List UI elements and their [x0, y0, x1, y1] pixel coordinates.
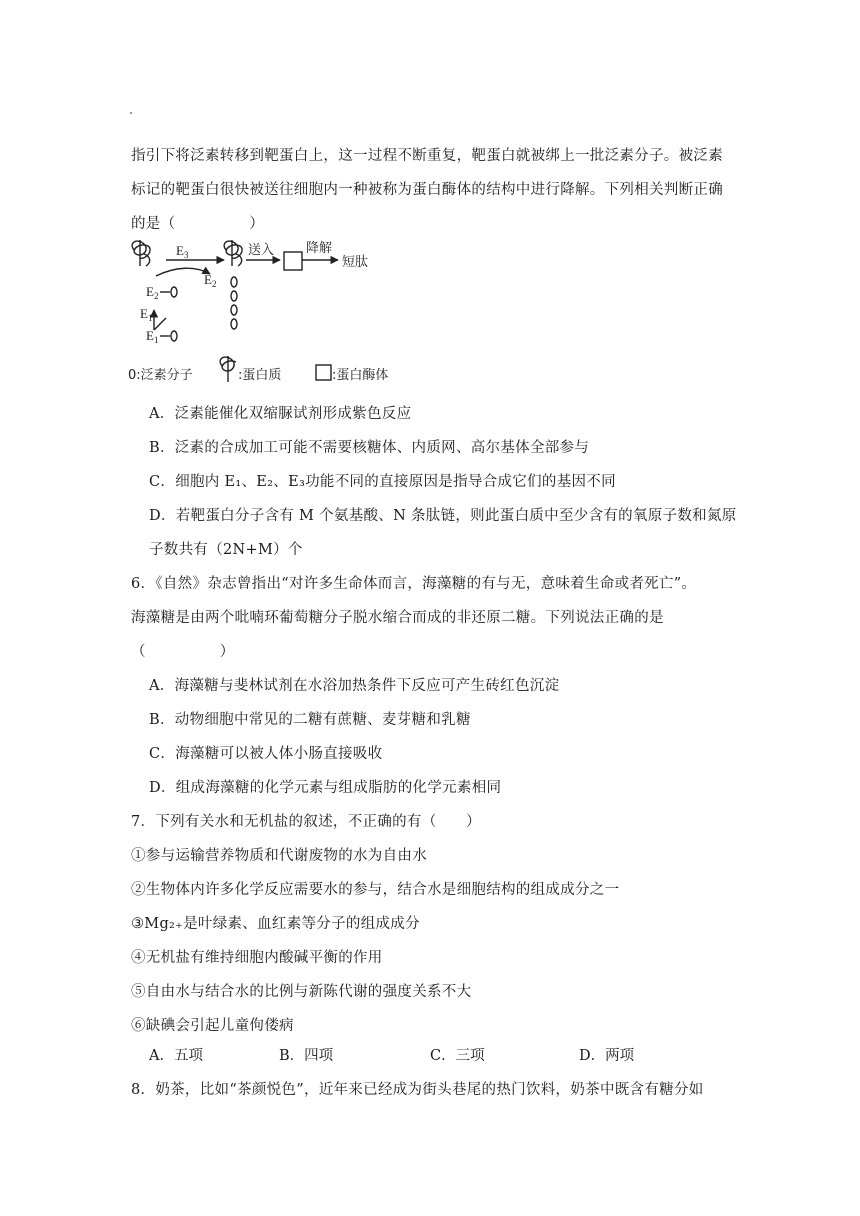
legend-proteasome-icon	[316, 365, 331, 380]
q6-option-a: A．海藻糖与斐林试剂在水浴加热条件下反应可产生砖红色沉淀	[149, 678, 560, 694]
q6-stem-line-1: 6．《自然》杂志曾指出“对许多生命体而言，海藻糖的有与无，意味着生命或者死亡”。	[131, 576, 697, 592]
q8-stem-line-1: 8．奶茶，比如“茶颜悦色”，近年来已经成为街头巷尾的热门饮料，奶茶中既含有糖分如	[131, 1082, 704, 1098]
intro-line-1: 指引下将泛素转移到靶蛋白上，这一过程不断重复，靶蛋白就被绑上一批泛素分子。被泛素	[131, 148, 723, 164]
intro-line-2: 标记的靶蛋白很快被送往细胞内一种被称为蛋白酶体的结构中进行降解。下列相关判断正确	[131, 182, 723, 198]
protein-icon-left	[132, 240, 150, 266]
page-dot	[130, 112, 132, 114]
q7-choices	[149, 1046, 709, 1066]
q7-statement-3: ③Mg₂₊是叶绿素、血红素等分子的组成成分	[131, 916, 420, 932]
q7-statement-2: ②生物体内许多化学反应需要水的参与，结合水是细胞结构的组成成分之一	[131, 882, 620, 898]
q7-option-b: B．四项	[279, 1048, 334, 1064]
q7-statement-6: ⑥缺碘会引起儿童佝偻病	[131, 1018, 294, 1034]
q7-statement-4: ④无机盐有维持细胞内酸碱平衡的作用	[131, 950, 383, 966]
q5-option-a: A．泛素能催化双缩脲试剂形成紫色反应	[149, 406, 412, 422]
q7-option-a: A．五项	[149, 1048, 203, 1064]
legend-protein: :蛋白质	[238, 368, 282, 383]
q7-stem: 7．下列有关水和无机盐的叙述，不正确的有（ ）	[131, 814, 481, 830]
intro-line-3: 的是（ ）	[131, 216, 265, 232]
legend-ubiquitin: 0:泛素分子	[128, 368, 193, 383]
q6-option-d: D．组成海藻糖的化学元素与组成脂肪的化学元素相同	[149, 780, 502, 796]
q6-stem-line-2: 海藻糖是由两个吡喃环葡萄糖分子脱水缩合而成的非还原二糖。下列说法正确的是	[131, 610, 664, 626]
legend-proteasome: :蛋白酶体	[332, 368, 389, 383]
label-short-peptide: 短肽	[342, 255, 369, 270]
q5-option-c: C．细胞内 E₁、E₂、E₃功能不同的直接原因是指导合成它们的基因不同	[149, 474, 616, 490]
ubiquitin-pathway-diagram	[126, 236, 398, 388]
ubiquitin-chain	[231, 277, 237, 329]
label-e1-top: $E_1$	[140, 306, 153, 323]
label-e3: $E_3$	[176, 243, 189, 260]
label-e2-left: $E_2$	[146, 284, 159, 301]
q5-option-d-line-2: 子数共有（2N+M）个	[149, 542, 303, 558]
label-degrade: 降解	[306, 241, 333, 256]
q6-stem-line-3: （ ）	[131, 644, 235, 660]
legend-protein-icon	[220, 356, 236, 382]
q5-option-b: B．泛素的合成加工可能不需要核糖体、内质网、高尔基体全部参与	[149, 440, 590, 456]
q7-statement-1: ①参与运输营养物质和代谢废物的水为自由水	[131, 848, 427, 864]
q6-option-c: C．海藻糖可以被人体小肠直接吸收	[149, 746, 383, 762]
proteasome-box	[284, 252, 302, 270]
q7-option-c: C．三项	[430, 1048, 485, 1064]
label-e2-right: $E_2$	[204, 272, 217, 289]
q7-statement-5: ⑤自由水与结合水的比例与新陈代谢的强度关系不大	[131, 984, 472, 1000]
q7-option-d: D．两项	[579, 1048, 635, 1064]
protein-icon-right	[224, 240, 242, 266]
q5-option-d-line-1: D．若靶蛋白分子含有 M 个氨基酸、N 条肽链，则此蛋白质中至少含有的氧原子数和氮原	[149, 508, 737, 524]
label-send-in: 送入	[248, 243, 275, 258]
q6-option-b: B．动物细胞中常见的二糖有蔗糖、麦芽糖和乳糖	[149, 712, 471, 728]
label-e1-bottom: $E_1$	[146, 328, 159, 345]
